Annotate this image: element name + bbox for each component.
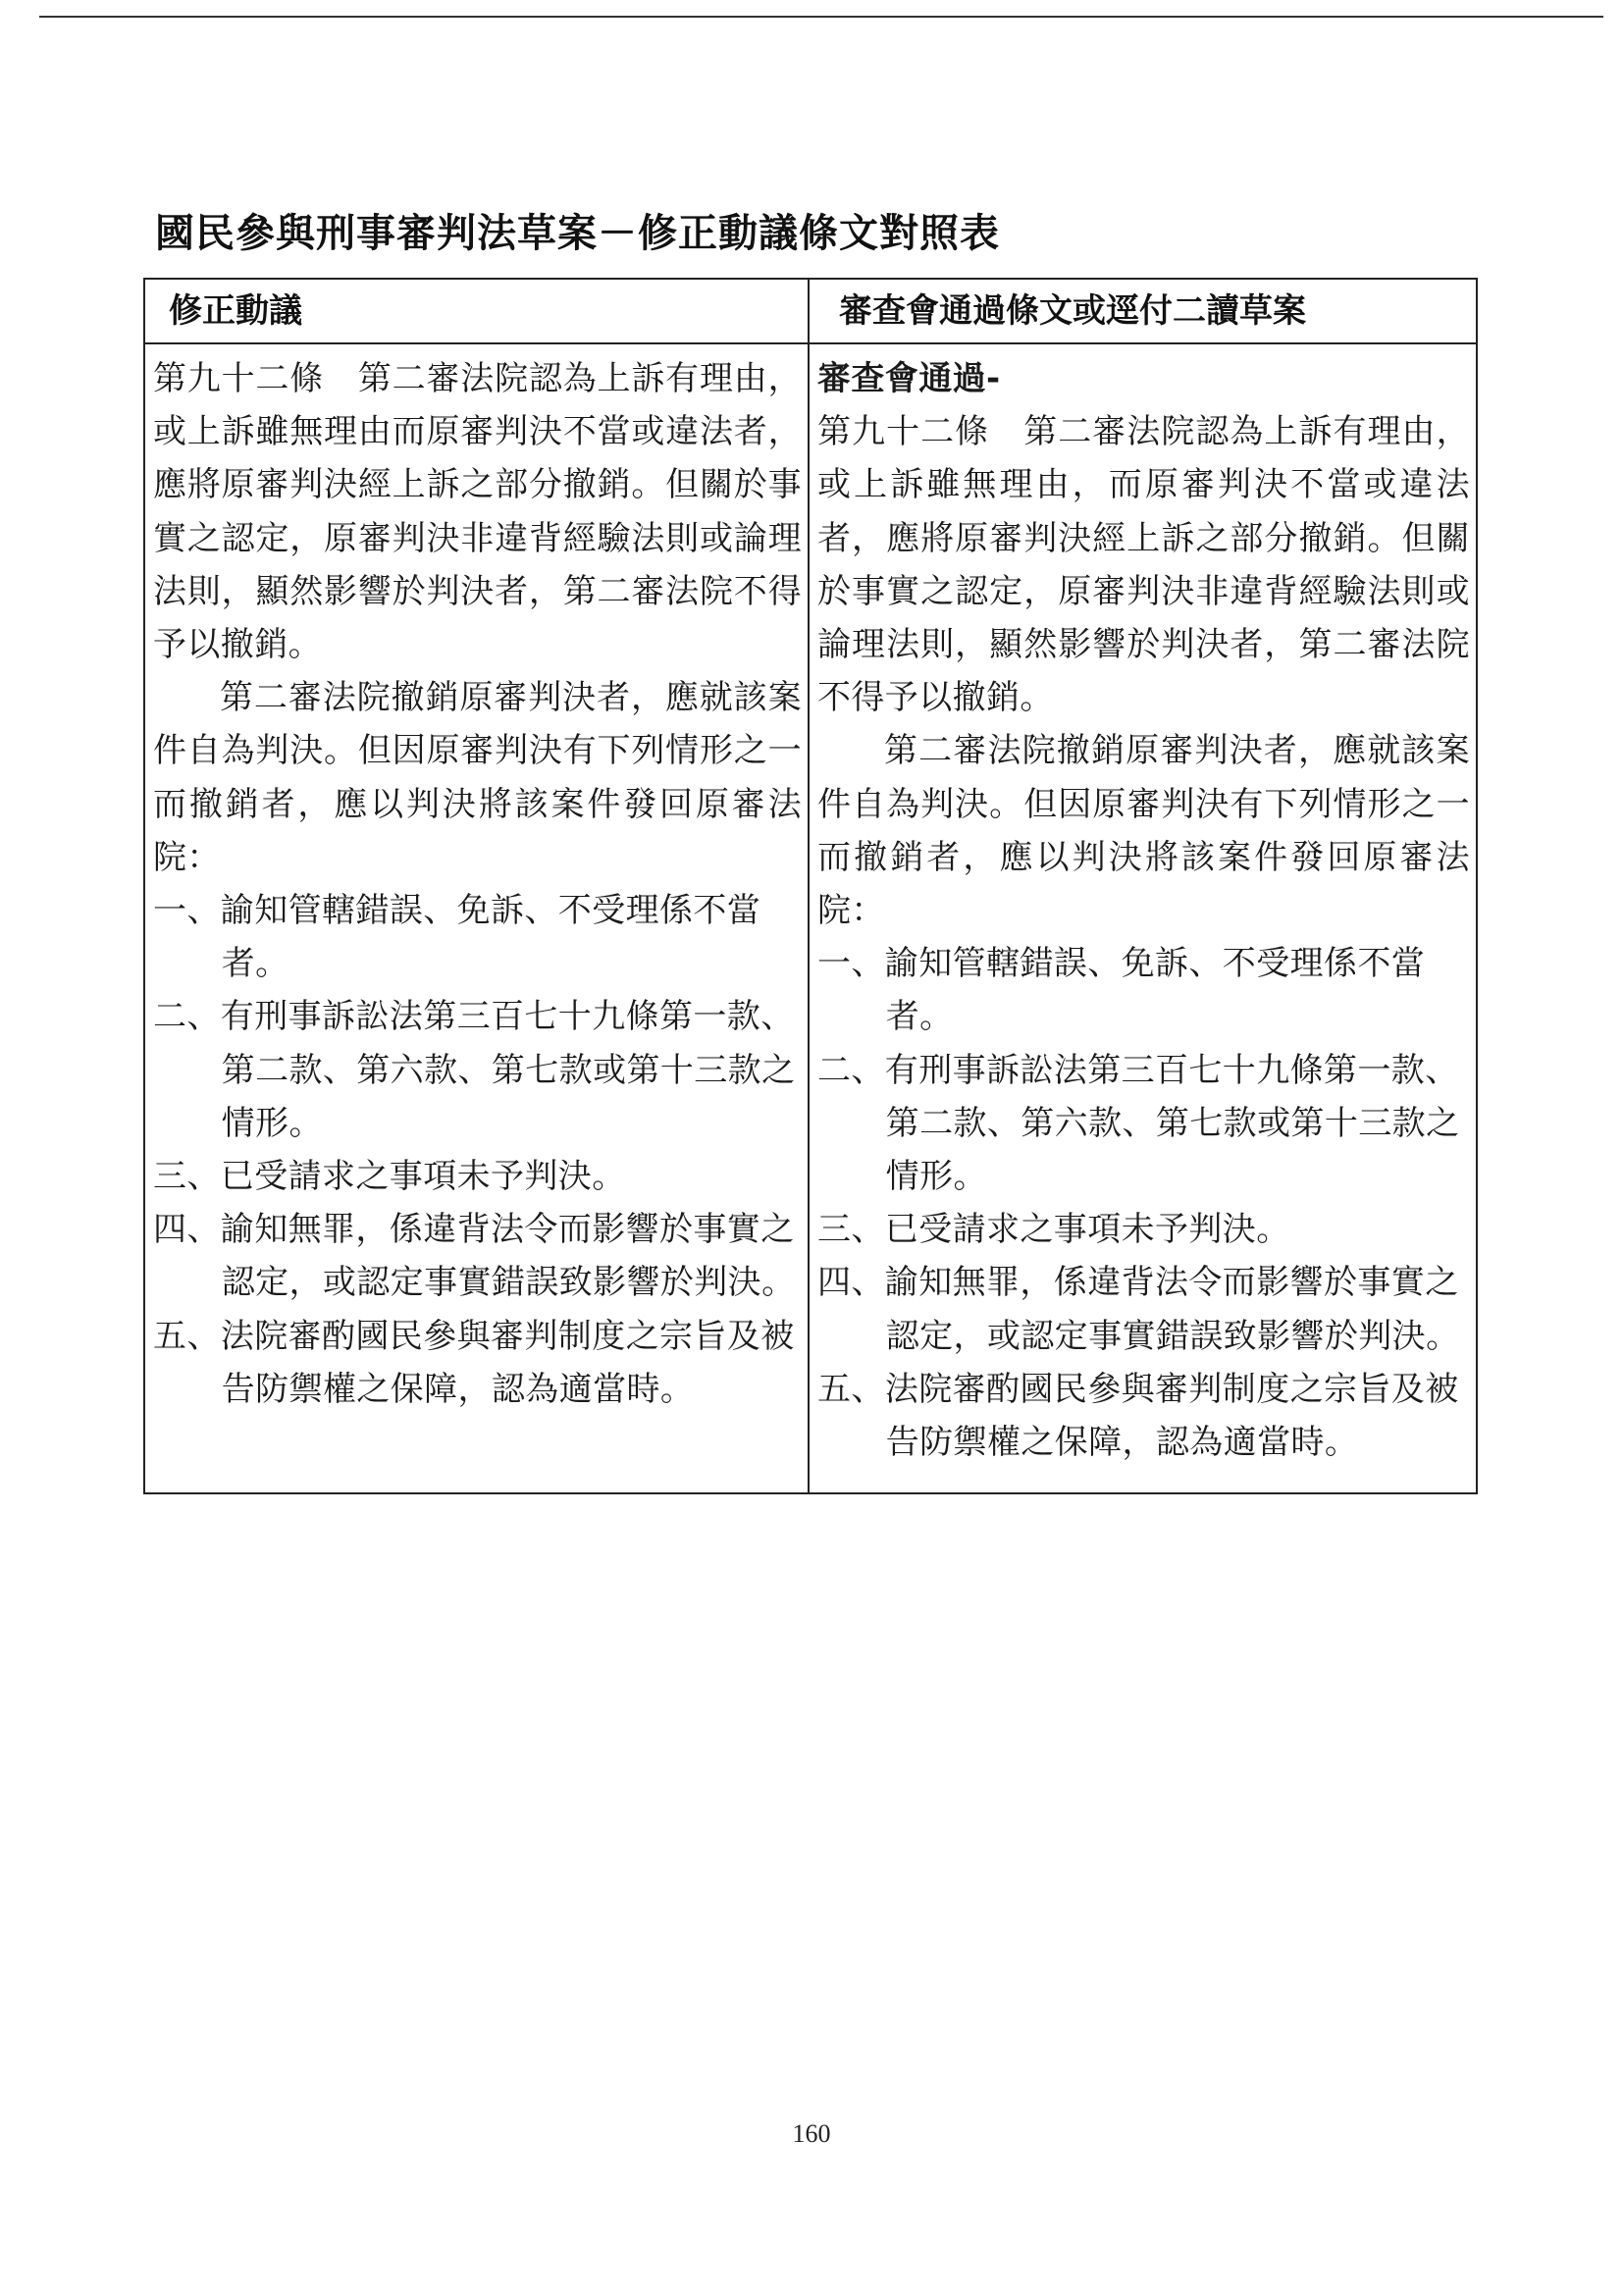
top-rule <box>39 16 1603 18</box>
page-title: 國民參與刑事審判法草案－修正動議條文對照表 <box>155 211 1000 256</box>
page-number: 160 <box>792 2119 831 2148</box>
list-item: 五、法院審酌國民參與審判制度之宗旨及被告防禦權之保障，認為適當時。 <box>153 1316 795 1409</box>
header-amendment: 修正動議 <box>144 279 809 343</box>
list-item: 三、已受請求之事項未予判決。 <box>153 1157 626 1197</box>
table-header-row <box>144 279 1477 343</box>
committee-cell <box>809 343 1477 1493</box>
list-item: 三、已受請求之事項未予判決。 <box>817 1210 1290 1250</box>
comparison-table <box>143 278 1478 1494</box>
list-item: 二、有刑事訴訟法第三百七十九條第一款、第二款、第六款、第七款或第十三款之情形。 <box>153 997 796 1143</box>
article-paragraph: 第九十二條 第二審法院認為上訴有理由，或上訴雖無理由而原審判決不當或違法者，應將原審判決經上訴之部分撤銷。但關於事實之認定，原審判決非違背經驗法則或論理法則，顯然影響於判決者，第二審法院不得予以撤銷。 <box>153 359 802 665</box>
article-paragraph: 第二審法院撤銷原審判決者，應就該案件自為判決。但因原審判決有下列情形之一而撤銷者，應以判決將該案件發回原審法院： <box>817 731 1470 931</box>
list-item: 四、諭知無罪，係違背法令而影響於事實之認定，或認定事實錯誤致影響於判決。 <box>817 1263 1460 1356</box>
list-item: 二、有刑事訴訟法第三百七十九條第一款、第二款、第六款、第七款或第十三款之情形。 <box>817 1050 1460 1197</box>
list-item: 四、諭知無罪，係違背法令而影響於事實之認定，或認定事實錯誤致影響於判決。 <box>153 1210 796 1303</box>
article-paragraph: 第二審法院撤銷原審判決者，應就該案件自為判決。但因原審判決有下列情形之一而撤銷者，應以判決將該案件發回原審法院： <box>153 678 802 877</box>
table-body-row <box>144 343 1477 1493</box>
article-paragraph: 第九十二條 第二審法院認為上訴有理由，或上訴雖無理由，而原審判決不當或違法者，應將原審判決經上訴之部分撤銷。但關於事實之認定，原審判決非違背經驗法則或論理法則，顯然影響於判決者，第二審法院不得予以撤銷。 <box>817 412 1470 718</box>
committee-heading: 審查會通過- <box>817 359 1001 398</box>
header-committee-version: 審查會通過條文或逕付二讀草案 <box>809 279 1477 343</box>
list-item: 一、諭知管轄錯誤、免訴、不受理係不當者。 <box>817 944 1426 1037</box>
list-item: 一、諭知管轄錯誤、免訴、不受理係不當者。 <box>153 891 761 984</box>
list-item: 五、法院審酌國民參與審判制度之宗旨及被告防禦權之保障，認為適當時。 <box>817 1369 1459 1463</box>
amendment-cell <box>144 343 809 1493</box>
